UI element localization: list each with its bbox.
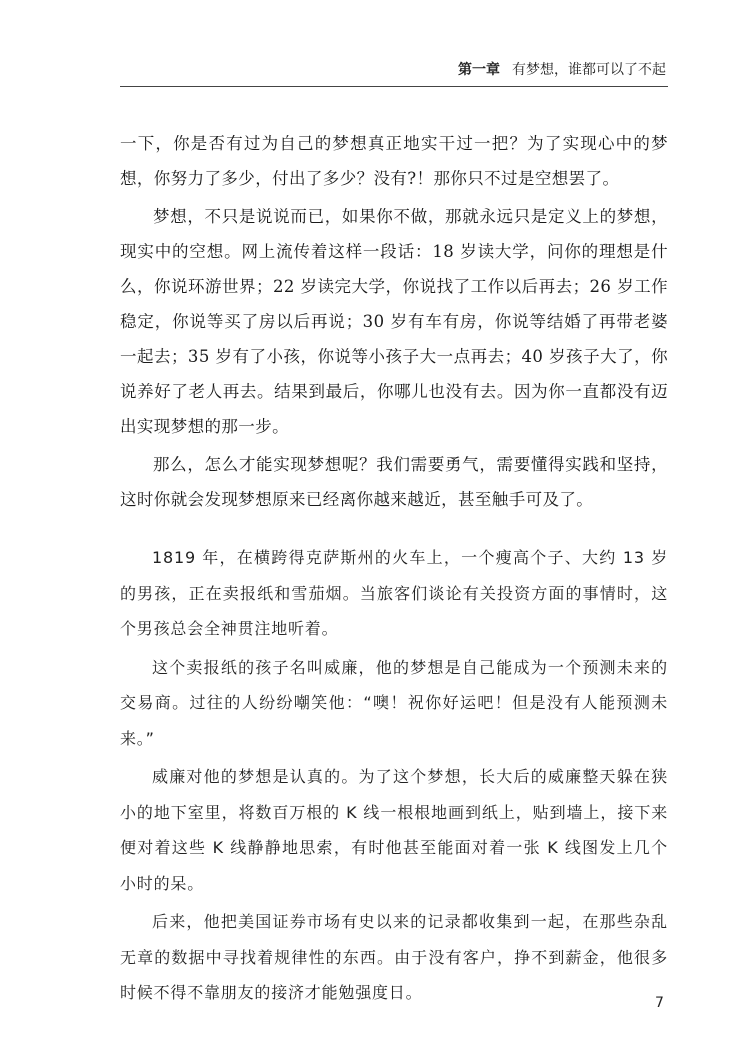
page-number: 7 (655, 995, 664, 1011)
paragraph: 那么，怎么才能实现梦想呢？我们需要勇气，需要懂得实践和坚持，这时你就会发现梦想原来已经离你越来越近，甚至触手可及了。 (120, 455, 668, 509)
paragraph: 后来，他把美国证券市场有史以来的记录都收集到一起，在那些杂乱无章的数据中寻找着规律性的东西。由于没有客户，挣不到薪金，他很多时候不得不靠朋友的接济才能勉强度日。 (120, 912, 668, 1002)
chapter-title: 有梦想，谁都可以了不起 (512, 62, 666, 78)
paragraph: 梦想，不只是说说而已，如果你不做，那就永远只是定义上的梦想，现实中的空想。网上流传着这样一段话：18 岁读大学，问你的理想是什么，你说环游世界；22 岁读完大学，你说找了工作以后再去；26 岁工作稳定，你说等买了房以后再说；30 岁有车有房，你说等结婚了再带老婆一起去；35 岁有了小孩，你说等小孩子大一点再去；40 岁孩子大了，你说养好了老人再去。结果到最后，你哪儿也没有去。因为你一直都没有迈出实现梦想的那一步。 (120, 207, 668, 436)
header-divider (120, 86, 668, 87)
paragraph: 1819 年，在横跨得克萨斯州的火车上，一个瘦高个子、大约 13 岁的男孩，正在卖报纸和雪茄烟。当旅客们谈论有关投资方面的事情时，这个男孩总会全神贯注地听着。 (120, 548, 668, 638)
paragraph: 一下，你是否有过为自己的梦想真正地实干过一把？为了实现心中的梦想，你努力了多少，付出了多少？没有?！那你只不过是空想罢了。 (120, 134, 668, 188)
story-section (120, 540, 668, 1014)
essay-section (120, 126, 668, 520)
paragraph: 威廉对他的梦想是认真的。为了这个梦想，长大后的威廉整天躲在狭小的地下室里，将数百万根的 K 线一根根地画到纸上，贴到墙上，接下来便对着这些 K 线静静地思索，有时他甚至能面对着一张 K 线图发上几个小时的呆。 (120, 767, 668, 893)
running-header (458, 59, 666, 79)
paragraph: 这个卖报纸的孩子名叫威廉，他的梦想是自己能成为一个预测未来的交易商。过往的人纷纷嘲笑他：“噢！祝你好运吧！但是没有人能预测未来。” (120, 657, 668, 748)
chapter-number: 第一章 (458, 62, 500, 78)
